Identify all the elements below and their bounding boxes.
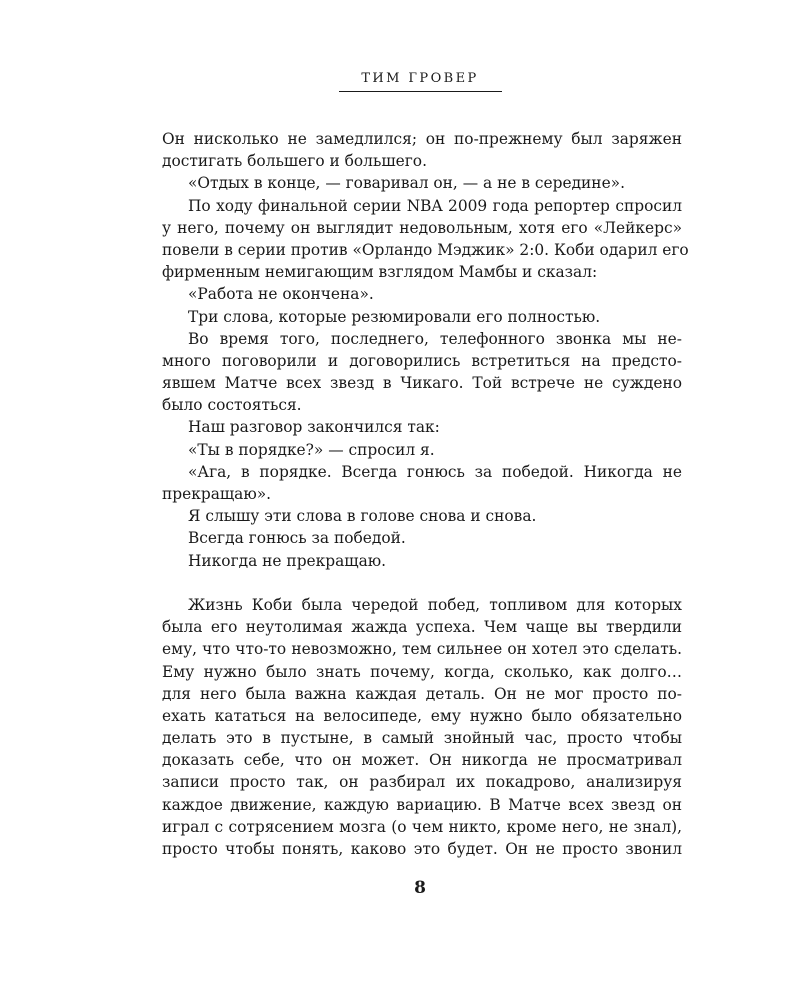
text-line: «Работа не окончена». [188, 285, 374, 304]
paragraph [162, 527, 682, 549]
paragraph [162, 306, 682, 328]
text-line: Никогда не прекращаю. [188, 551, 387, 570]
text-line: у него, почему он выглядит недовольным, хотя его «Лейкерс» [162, 218, 682, 237]
text-line: достигать большего и большего. [162, 152, 427, 171]
running-head: ТИМ ГРОВЕР [361, 71, 479, 86]
paragraph [162, 195, 689, 284]
paragraph [162, 283, 682, 305]
paragraph [162, 550, 682, 572]
text-line: Он нисколько не замедлился; он по-прежнему был заряжен [162, 130, 682, 148]
text-line: Жизнь Коби была чередой побед, топливом для которых [188, 595, 682, 614]
text-line: фирменным немигающим взглядом Мамбы и сказал: [162, 263, 598, 282]
text-line: Во время того, последнего, телефонного звонка мы не- [188, 329, 682, 348]
paragraph [162, 594, 682, 860]
text-line: было состояться. [162, 396, 302, 415]
page-number: 8 [414, 878, 426, 898]
paragraph [162, 461, 682, 505]
text-line: Ему нужно было знать почему, когда, сколько, как долго… [162, 662, 682, 681]
text-line: каждое движение, каждую вариацию. В Матче всех звезд он [162, 795, 682, 814]
text-line: много поговорили и договорились встретиться на предсто- [162, 351, 682, 370]
paragraph [162, 439, 682, 461]
text-line: повели в серии против «Орландо Мэджик» 2:0. Коби одарил его [162, 240, 689, 259]
text-line: Я слышу эти слова в голове снова и снова. [188, 507, 537, 526]
text-line: Три слова, которые резюмировали его полностью. [188, 307, 601, 326]
text-line: По ходу финальной серии NBA 2009 года репортер спросил [188, 196, 682, 215]
text-line: «Ага, в порядке. Всегда гонюсь за победой. Никогда не [188, 462, 682, 481]
text-line: прекращаю». [162, 485, 272, 503]
text-line: доказать себе, что он может. Он никогда не просматривал [162, 751, 682, 770]
text-line: была его неутолимая жажда успеха. Чем чаще вы твердили [162, 618, 682, 637]
text-line: ехать кататься на велосипеде, ему нужно было обязательно [162, 706, 682, 725]
text-line: делать это в пустыне, в самый знойный час, просто чтобы [162, 729, 682, 748]
text-line: «Ты в порядке?» — спросил я. [188, 440, 435, 459]
running-head-rule [339, 91, 502, 92]
body-text [162, 128, 689, 860]
text-line: просто чтобы понять, каково это будет. Он не просто звонил [162, 840, 682, 858]
paragraph [162, 505, 682, 527]
paragraph [162, 128, 682, 172]
section-break [162, 572, 682, 594]
text-line: ему, что что-то невозможно, тем сильнее он хотел это сделать. [162, 640, 682, 659]
paragraph [162, 328, 682, 417]
text-line: Всегда гонюсь за победой. [188, 529, 406, 548]
text-line: «Отдых в конце, — говаривал он, — а не в середине». [188, 174, 625, 193]
paragraph [162, 172, 682, 194]
paragraph [162, 416, 682, 438]
text-line: явшем Матче всех звезд в Чикаго. Той встрече не суждено [162, 374, 682, 393]
text-line: Наш разговор закончился так: [188, 418, 440, 437]
text-line: записи просто так, он разбирал их покадрово, анализируя [162, 773, 682, 792]
text-line: для него была важна каждая деталь. Он не мог просто по- [162, 684, 682, 703]
text-line: играл с сотрясением мозга (о чем никто, кроме него, не знал), [162, 817, 682, 836]
